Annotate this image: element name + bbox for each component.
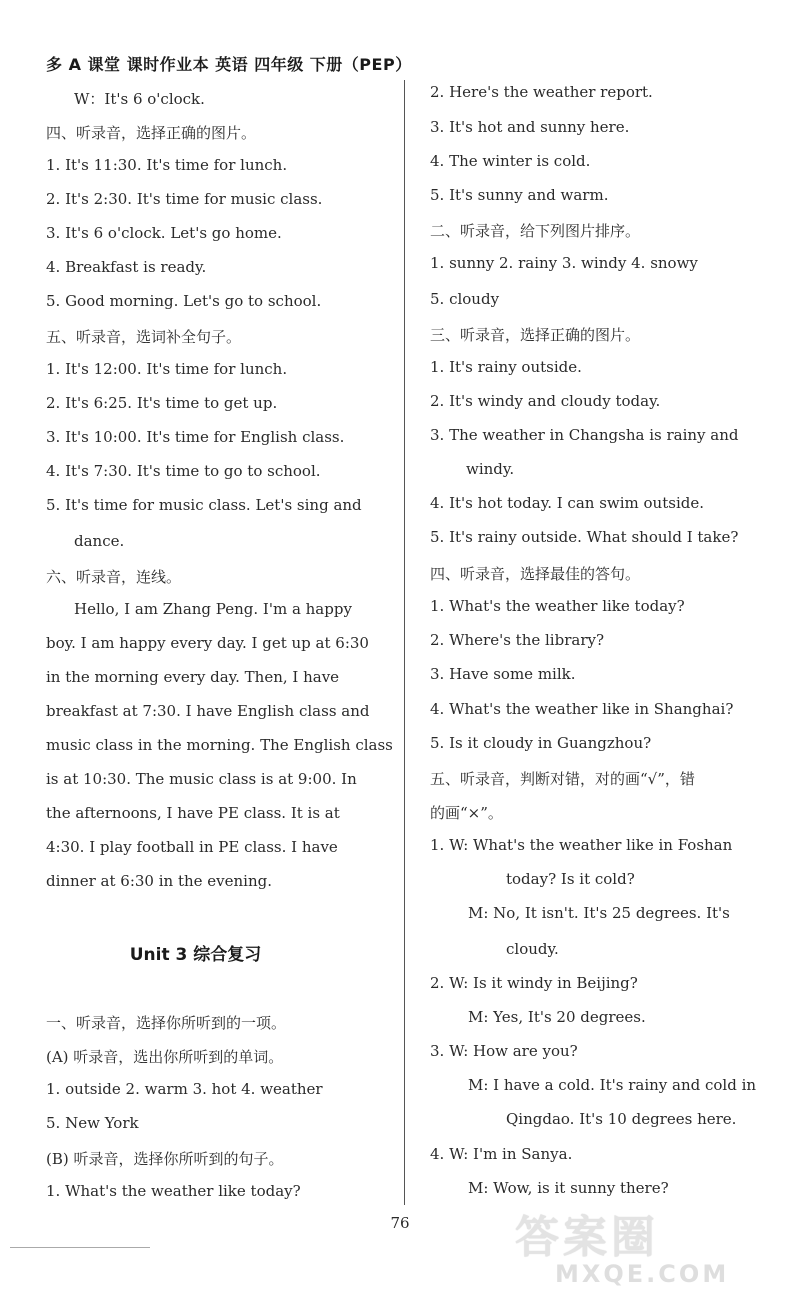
text-line: 1. It's 11:30. It's time for lunch.	[46, 156, 288, 174]
text-line: M: Wow, is it sunny there?	[468, 1179, 669, 1197]
page-number: 76	[390, 1214, 410, 1232]
text-line: 5. It's time for music class. Let's sing and	[46, 496, 362, 514]
text-line: 的画“×”。	[430, 804, 503, 822]
paragraph-line: dinner at 6:30 in the evening.	[46, 872, 273, 890]
text-line: 5. It's sunny and warm.	[430, 186, 609, 204]
text-line: 1. What's the weather like today?	[430, 597, 685, 615]
text-line: 1. sunny 2. rainy 3. windy 4. snowy	[430, 254, 698, 272]
text-line: 2. It's 2:30. It's time for music class.	[46, 190, 323, 208]
page-header: 多 A 课堂 课时作业本 英语 四年级 下册（PEP）	[46, 55, 412, 74]
text-line: (B) 听录音，选择你所听到的句子。	[46, 1150, 284, 1168]
text-line: 2. It's 6:25. It's time to get up.	[46, 394, 278, 412]
column-divider	[404, 80, 405, 1205]
section-heading: 四、听录音，选择正确的图片。	[46, 124, 257, 142]
text-line: 3. It's 10:00. It's time for English class.	[46, 428, 345, 446]
paragraph-line: 4:30. I play football in PE class. I have	[46, 838, 338, 856]
text-line: today? Is it cold?	[506, 870, 635, 888]
text-line: windy.	[466, 460, 515, 478]
text-line: M: Yes, It's 20 degrees.	[468, 1008, 646, 1026]
text-line: 4. The winter is cold.	[430, 152, 591, 170]
paragraph-line: music class in the morning. The English class	[46, 736, 393, 754]
text-line: 3. It's 6 o'clock. Let's go home.	[46, 224, 282, 242]
text-line: 3. Have some milk.	[430, 665, 576, 683]
text-line: 5. Is it cloudy in Guangzhou?	[430, 734, 652, 752]
paragraph-line: the afternoons, I have PE class. It is at	[46, 804, 340, 822]
paragraph-line: in the morning every day. Then, I have	[46, 668, 340, 686]
text-line: 5. Good morning. Let's go to school.	[46, 292, 322, 310]
paragraph-line: is at 10:30. The music class is at 9:00. In	[46, 770, 357, 788]
section-heading: 五、听录音，选词补全句子。	[46, 328, 242, 346]
text-line: 1. What's the weather like today?	[46, 1182, 301, 1200]
text-line: 1. It's 12:00. It's time for lunch.	[46, 360, 288, 378]
section-heading: 二、听录音，给下列图片排序。	[430, 222, 641, 240]
watermark-bottom: MXQE.COM	[555, 1260, 730, 1288]
text-line: 1. It's rainy outside.	[430, 358, 582, 376]
footer-rule	[10, 1247, 150, 1248]
text-line: M: I have a cold. It's rainy and cold in	[468, 1076, 757, 1094]
text-line: 1. W: What's the weather like in Foshan	[430, 836, 733, 854]
text-line: 5. cloudy	[430, 290, 500, 308]
text-line: 2. It's windy and cloudy today.	[430, 392, 661, 410]
watermark-top: 答案圈	[515, 1212, 659, 1263]
text-line: 3. The weather in Changsha is rainy and	[430, 426, 739, 444]
text-line: cloudy.	[506, 940, 559, 958]
text-line: 2. W: Is it windy in Beijing?	[430, 974, 638, 992]
section-heading: 六、听录音，连线。	[46, 568, 182, 586]
text-line: M: No, It isn't. It's 25 degrees. It's	[468, 904, 730, 922]
paragraph-line: breakfast at 7:30. I have English class and	[46, 702, 370, 720]
section-heading: 五、听录音，判断对错，对的画“√”，错	[430, 770, 695, 788]
watermark	[515, 1212, 785, 1291]
text-line: 3. It's hot and sunny here.	[430, 118, 630, 136]
text-line: 3. W: How are you?	[430, 1042, 578, 1060]
text-line: 2. Here's the weather report.	[430, 83, 653, 101]
text-line: dance.	[74, 532, 125, 550]
text-line: W：It's 6 o'clock.	[74, 90, 205, 108]
text-line: 4. What's the weather like in Shanghai?	[430, 700, 734, 718]
unit-title: Unit 3 综合复习	[129, 945, 262, 965]
text-line: 4. W: I'm in Sanya.	[430, 1145, 573, 1163]
text-line: 4. It's 7:30. It's time to go to school.	[46, 462, 321, 480]
text-line: (A) 听录音，选出你所听到的单词。	[46, 1048, 284, 1066]
text-line: 5. New York	[46, 1114, 139, 1132]
paragraph-line: Hello, I am Zhang Peng. I'm a happy	[74, 600, 352, 618]
text-line: 4. Breakfast is ready.	[46, 258, 207, 276]
paragraph-line: boy. I am happy every day. I get up at 6:30	[46, 634, 369, 652]
section-heading: 三、听录音，选择正确的图片。	[430, 326, 641, 344]
text-line: Qingdao. It's 10 degrees here.	[506, 1110, 737, 1128]
text-line: 5. It's rainy outside. What should I take?	[430, 528, 739, 546]
text-line: 1. outside 2. warm 3. hot 4. weather	[46, 1080, 323, 1098]
section-heading: 四、听录音，选择最佳的答句。	[430, 565, 641, 583]
text-line: 2. Where's the library?	[430, 631, 605, 649]
text-line: 4. It's hot today. I can swim outside.	[430, 494, 704, 512]
section-heading: 一、听录音，选择你所听到的一项。	[46, 1014, 287, 1032]
